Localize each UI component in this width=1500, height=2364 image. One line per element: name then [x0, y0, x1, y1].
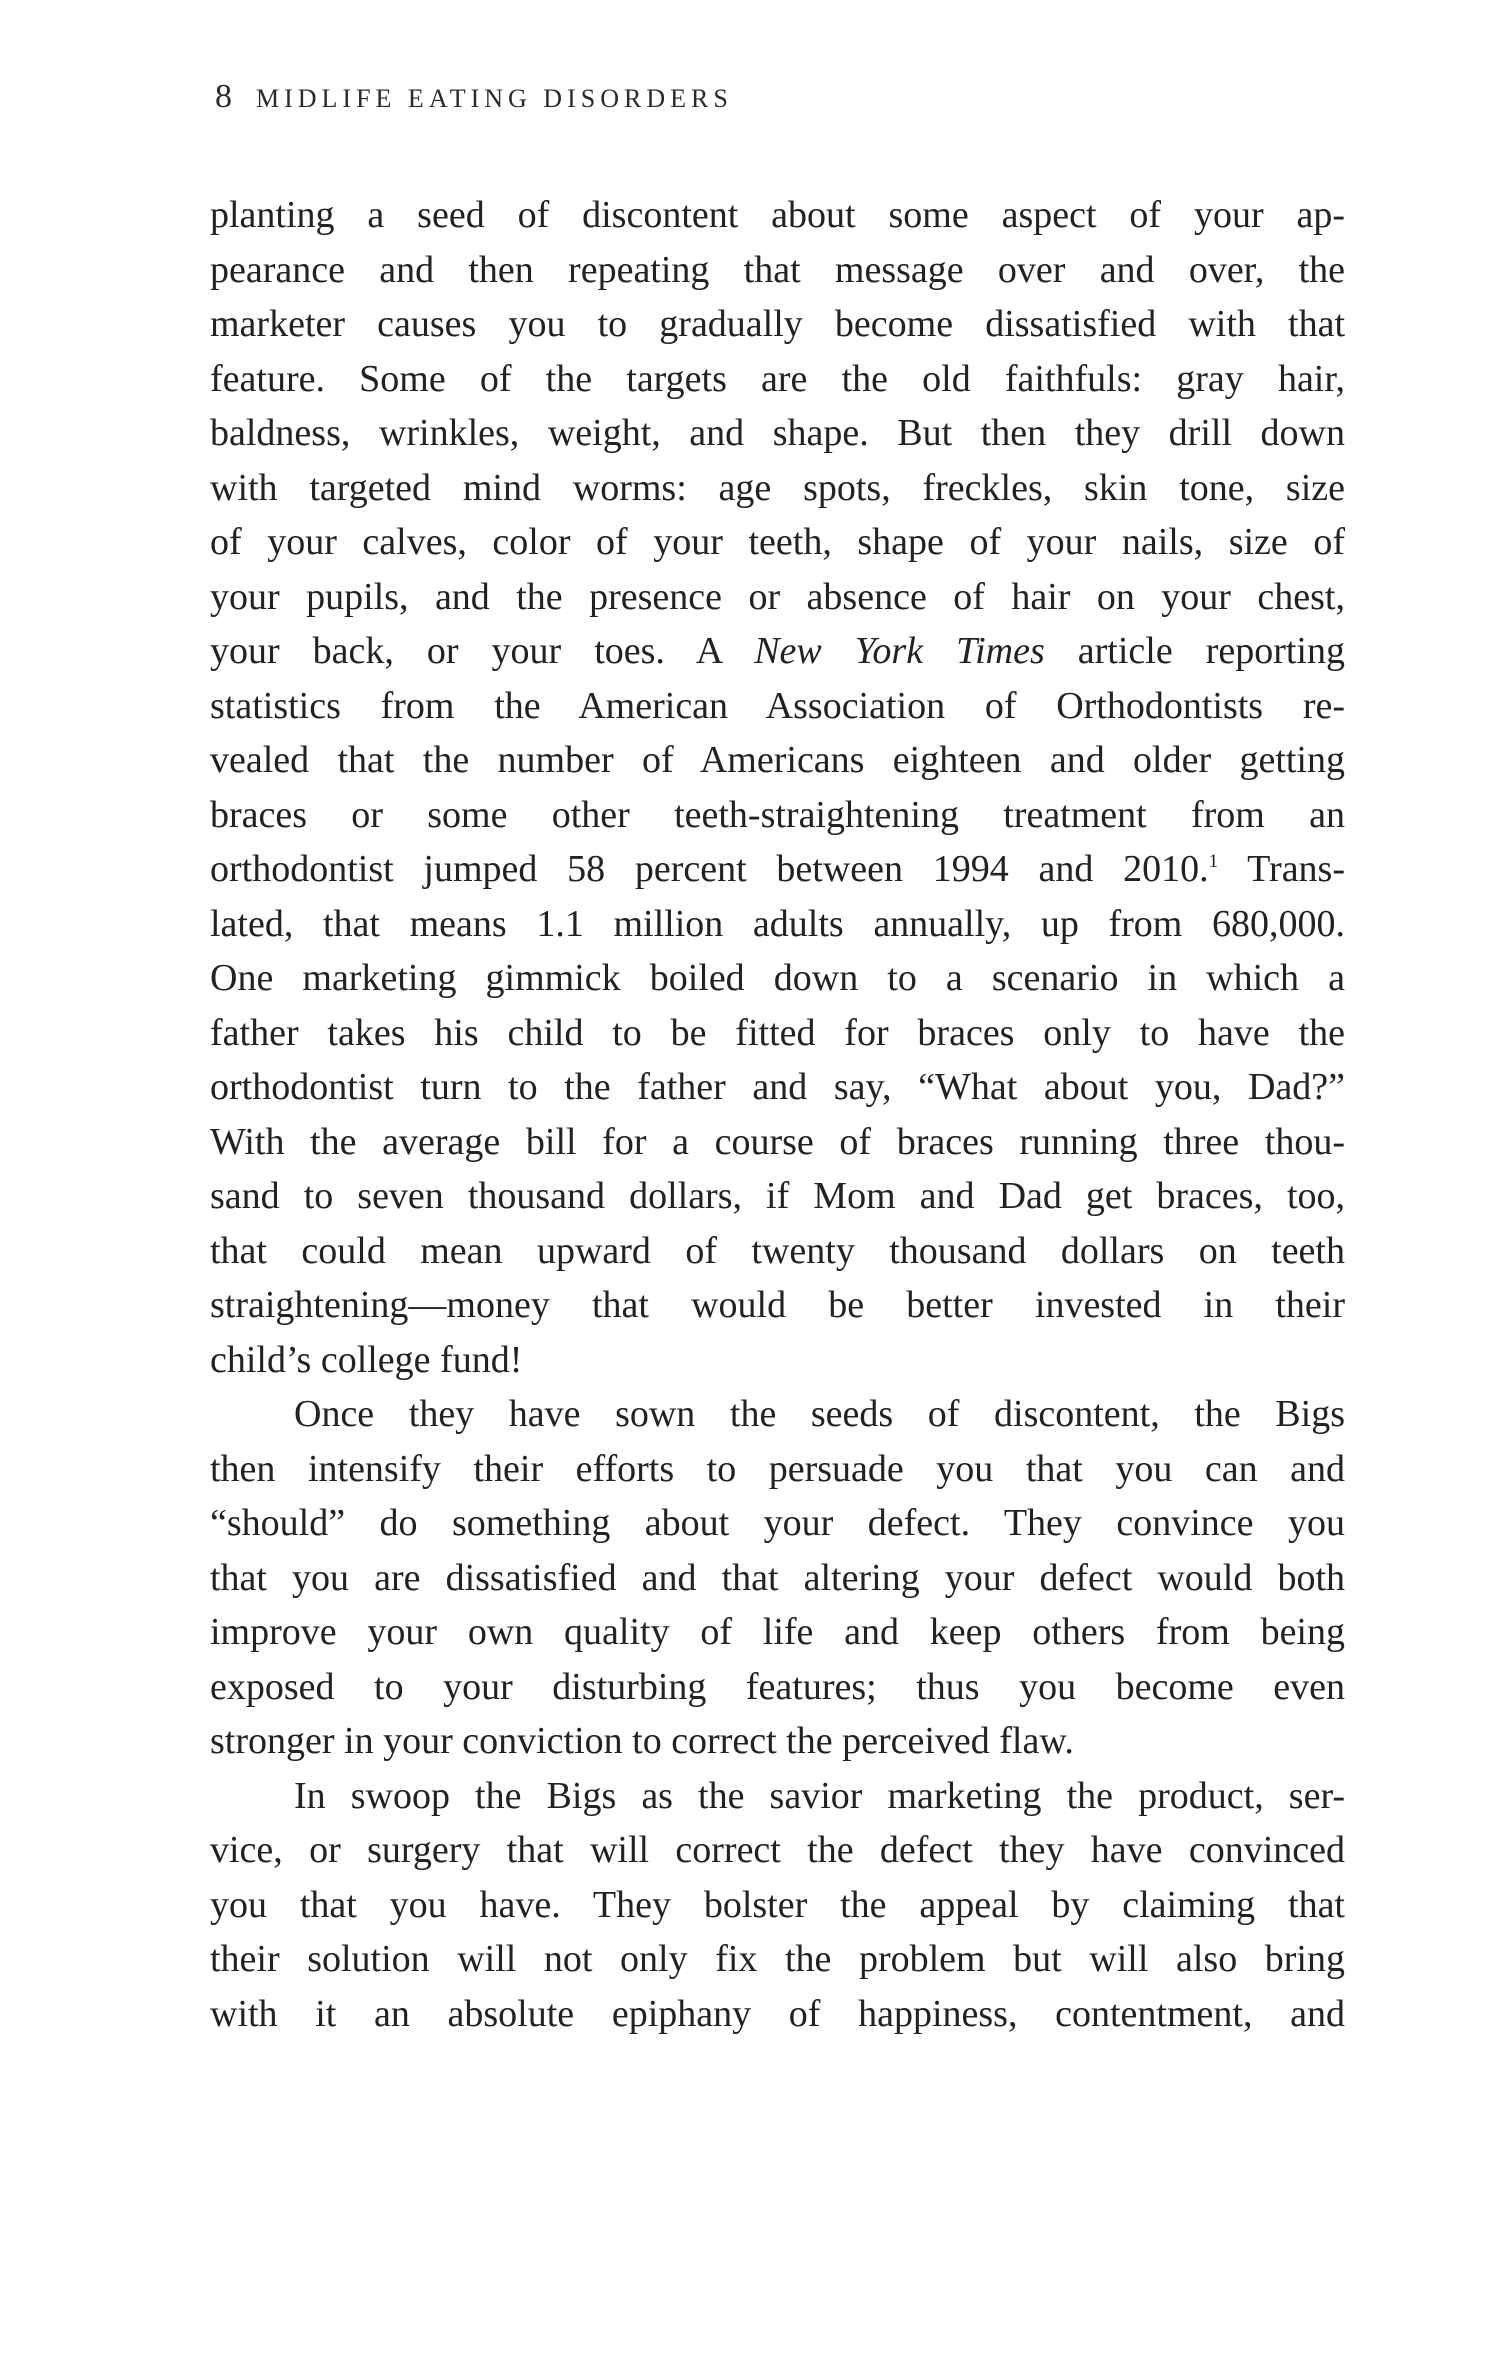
line-text: Trans-	[1218, 848, 1345, 890]
paragraph-line: your pupils, and the presence or absence of hair on your chest,	[210, 575, 1345, 618]
paragraph-line: vealed that the number of Americans eighteen and older getting	[210, 739, 1345, 781]
paragraph-line: One marketing gimmick boiled down to a scenario in which a	[210, 957, 1345, 999]
paragraph-last-line: child’s college fund!	[210, 1338, 523, 1381]
paragraph-line: statistics from the American Association of Orthodontists re-	[210, 684, 1345, 727]
paragraph-line: that could mean upward of twenty thousand dollars on teeth	[210, 1229, 1345, 1272]
paragraph-line: lated, that means 1.1 million adults annually, up from 680,000.	[210, 902, 1345, 945]
line-text: article reporting	[1044, 630, 1345, 672]
paragraph-line: improve your own quality of life and keep others from being	[210, 1611, 1345, 1653]
paragraph-line: Once they have sown the seeds of discontent, the Bigs	[294, 1393, 1345, 1435]
publication-title: New York Times	[754, 630, 1045, 672]
paragraph-line: With the average bill for a course of braces running three thou-	[210, 1120, 1345, 1163]
paragraph-line: straightening—money that would be better invested in their	[210, 1284, 1345, 1326]
paragraph-line: marketer causes you to gradually become dissatisfied with that	[210, 303, 1345, 345]
paragraph-line: sand to seven thousand dollars, if Mom and Dad get braces, too,	[210, 1175, 1345, 1217]
paragraph-line: then intensify their efforts to persuade you that you can and	[210, 1447, 1345, 1490]
running-head	[215, 78, 733, 116]
page-number: 8	[215, 78, 232, 115]
running-head-title: MIDLIFE EATING DISORDERS	[256, 84, 733, 113]
paragraph-line: exposed to your disturbing features; thus you become even	[210, 1665, 1345, 1708]
paragraph-line: that you are dissatisfied and that altering your defect would both	[210, 1556, 1345, 1599]
paragraph-line: their solution will not only fix the problem but will also bring	[210, 1938, 1345, 1980]
paragraph-line: of your calves, color of your teeth, shape of your nails, size of	[210, 521, 1345, 563]
paragraph-line-with-footnote	[210, 842, 1345, 897]
paragraph-line: “should” do something about your defect. They convince you	[210, 1502, 1345, 1544]
paragraph-line: with targeted mind worms: age spots, freckles, skin tone, size	[210, 466, 1345, 509]
paragraph-last-line: stronger in your conviction to correct the perceived flaw.	[210, 1720, 1074, 1762]
paragraph-line: father takes his child to be fitted for braces only to have the	[210, 1011, 1345, 1054]
paragraph-line: In swoop the Bigs as the savior marketing the product, ser-	[294, 1774, 1345, 1817]
footnote-marker: 1	[1208, 850, 1219, 872]
paragraph-line: you that you have. They bolster the appeal by claiming that	[210, 1883, 1345, 1926]
paragraph-line: braces or some other teeth-straightening treatment from an	[210, 793, 1345, 836]
paragraph-line: vice, or surgery that will correct the defect they have convinced	[210, 1829, 1345, 1871]
paragraph-line: baldness, wrinkles, weight, and shape. But then they drill down	[210, 412, 1345, 454]
paragraph-line-with-title	[210, 624, 1345, 679]
paragraph-line: orthodontist turn to the father and say, “What about you, Dad?”	[210, 1066, 1345, 1108]
line-text: orthodontist jumped 58 percent between 1994 and 2010.	[210, 848, 1209, 890]
line-text: your back, or your toes. A	[210, 630, 755, 672]
paragraph-line: with it an absolute epiphany of happiness, contentment, and	[210, 1992, 1345, 2035]
body-text	[210, 188, 1345, 2041]
paragraph-line: planting a seed of discontent about some aspect of your ap-	[210, 194, 1345, 236]
paragraph-line: pearance and then repeating that message over and over, the	[210, 248, 1345, 291]
paragraph-line: feature. Some of the targets are the old faithfuls: gray hair,	[210, 357, 1345, 400]
